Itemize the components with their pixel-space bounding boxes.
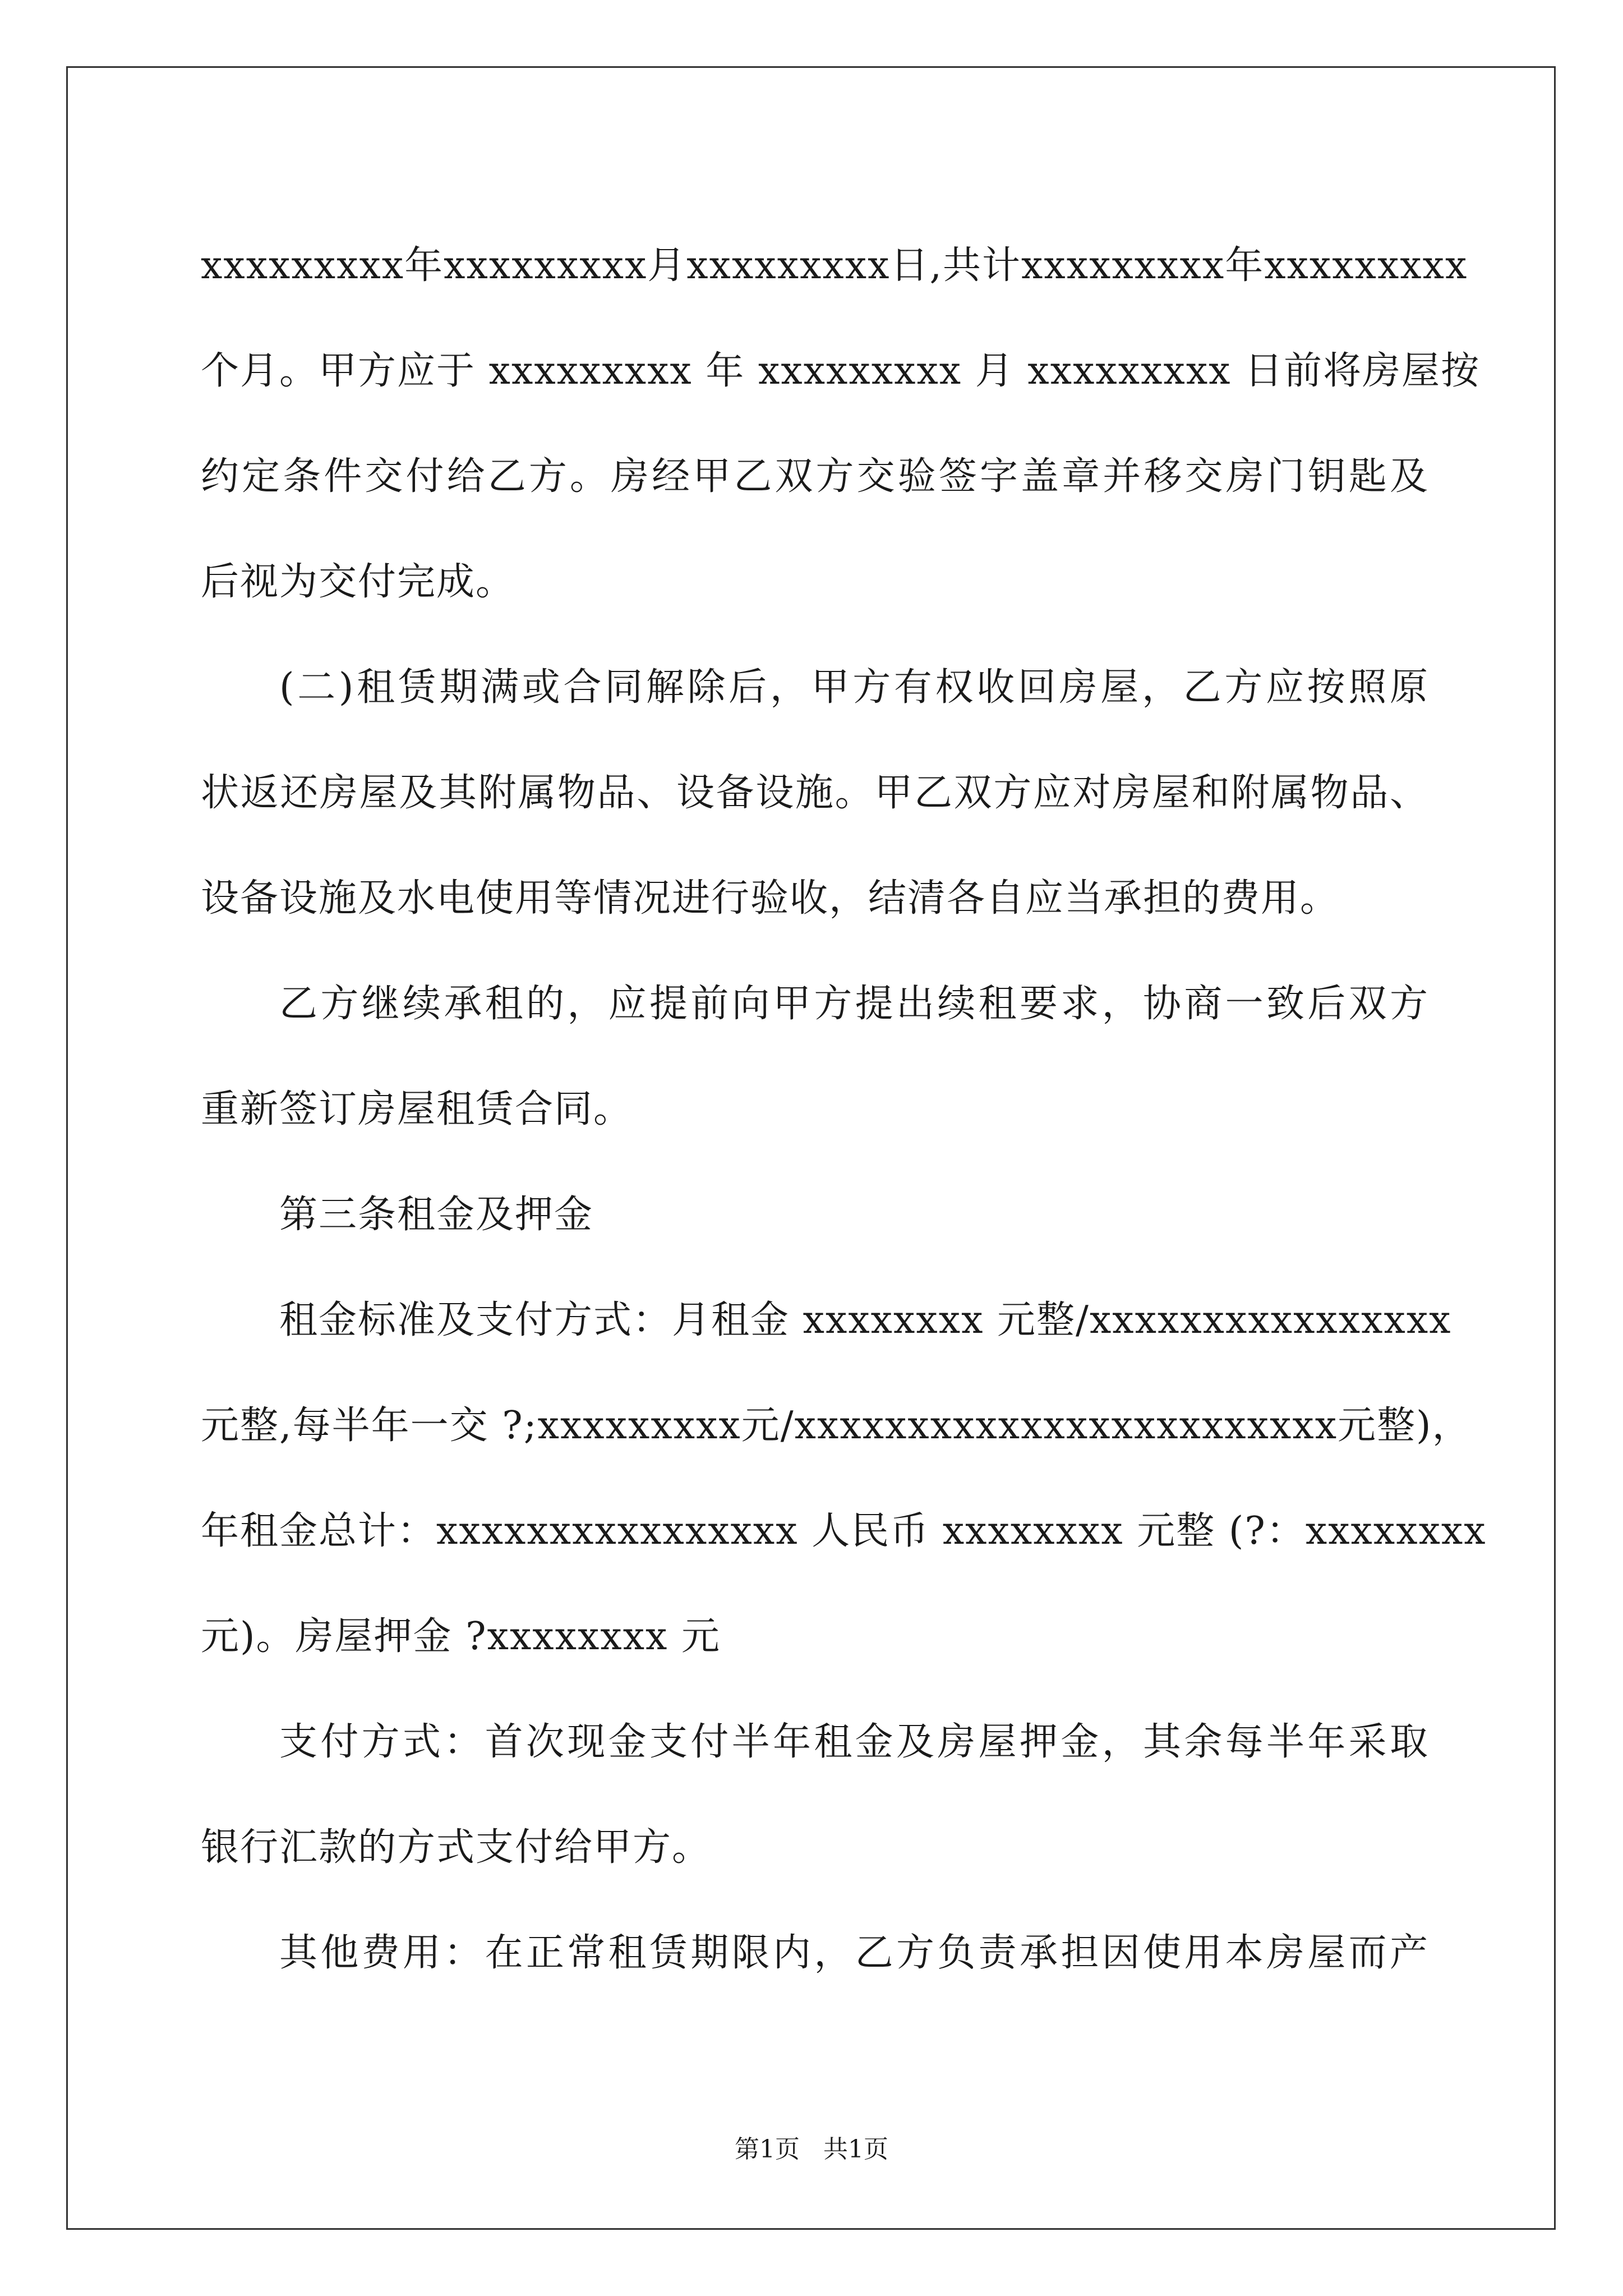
text-line: 后视为交付完成。 [201,560,515,604]
text-line: 重新签订房屋租赁合同。 [201,1087,633,1131]
text-line: 租金标准及支付方式：月租金 xxxxxxxx 元整/xxxxxxxxxxxxxxxx [279,1298,1452,1342]
text-line: 元整,每半年一交 ?;xxxxxxxxx元/xxxxxxxxxxxxxxxxxxxxxxxx元整)， [201,1404,1472,1448]
text-line: 设备设施及水电使用等情况进行验收，结清各自应当承担的费用。 [201,876,1340,921]
text-line: 银行汇款的方式支付给甲方。 [201,1825,712,1870]
text-line: (二)租赁期满或合同解除后，甲方有权收回房屋，乙方应按照原 [279,665,1429,710]
text-line: 约定条件交付给乙方。房经甲乙双方交验签字盖章并移交房门钥匙及 [201,454,1429,499]
text-line: 乙方继续承租的，应提前向甲方提出续租要求，协商一致后双方 [279,982,1429,1026]
text-line: 元)。房屋押金 ?xxxxxxxx 元 [201,1614,721,1659]
section-heading: 第三条租金及押金 [279,1193,594,1237]
text-line: 其他费用：在正常租赁期限内，乙方负责承担因使用本房屋而产 [279,1931,1429,1975]
page-total: 共1页 [823,2135,888,2164]
text-line: 支付方式：首次现金支付半年租金及房屋押金，其余每半年采取 [279,1720,1429,1764]
text-line: 个月。甲方应于 xxxxxxxxx 年 xxxxxxxxx 月 xxxxxxxxx 日前将房屋按 [201,349,1481,393]
page-number: 第1页 [735,2135,800,2164]
text-line: 年租金总计：xxxxxxxxxxxxxxxx 人民币 xxxxxxxx 元整 (?：xxxxxxxx [201,1509,1487,1553]
document-body [201,213,1487,2006]
text-line: 状返还房屋及其附属物品、设备设施。甲乙双方应对房屋和附属物品、 [201,771,1429,815]
text-line: xxxxxxxxx年xxxxxxxxx月xxxxxxxxx日,共计xxxxxxxxx年xxxxxxxxx [201,243,1468,288]
page-footer [0,2129,1623,2165]
